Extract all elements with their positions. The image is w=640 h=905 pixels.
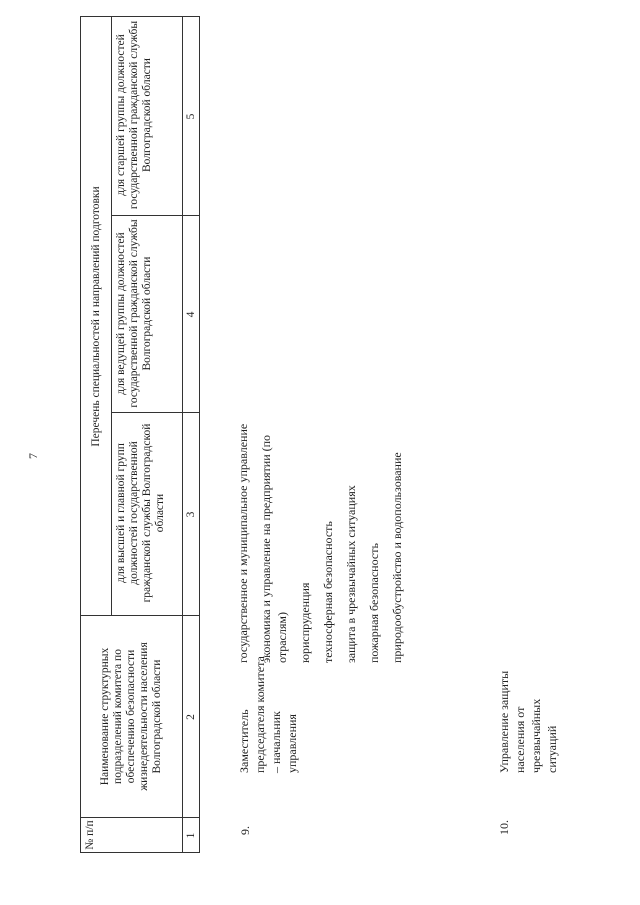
specialty-list: [235, 363, 412, 663]
header-senior-group: для старшей группы должностей государственной гражданской службы Волгоградской области: [115, 20, 153, 210]
page-number: 7: [26, 453, 40, 459]
row-number: 10.: [497, 820, 511, 835]
specialty-item: государственное и муниципальное управление: [236, 423, 250, 663]
specialty-item: экономика и управление на предприятии (по отраслям): [259, 434, 289, 663]
specialty-item: защита в чрезвычайных ситуациях: [344, 485, 358, 663]
group-header-divider: [111, 16, 112, 616]
header-specialties-group: Перечень специальностей и направлений подготовки: [89, 186, 102, 447]
header-number: № п/п: [84, 820, 96, 850]
row-number: 9.: [238, 826, 252, 835]
row-unit-name: Управление защиты населения от чрезвычайных ситуаций: [497, 670, 559, 773]
col-index-4: 4: [184, 311, 197, 318]
table-top-border: [80, 16, 81, 853]
specialty-item: юриспруденция: [298, 582, 312, 663]
specialty-item: природообустройство и водопользование: [390, 452, 404, 663]
col-index-1: 1: [184, 832, 197, 839]
col-index-2: 2: [184, 714, 197, 720]
table-body: [200, 16, 640, 853]
col-divider-1: [80, 817, 200, 818]
table-left-border: [80, 852, 200, 853]
table-right-border: [80, 16, 200, 17]
col-index-5: 5: [184, 113, 197, 120]
col-index-3: 3: [184, 511, 197, 518]
row-unit-name: Заместитель председателя комитета – начальник управления: [237, 656, 299, 773]
header-top-groups: для высшей и главной групп должностей государственной гражданской службы Волгоградской области: [115, 423, 166, 603]
col-divider-2: [80, 615, 200, 616]
specialty-item: пожарная безопасность: [367, 543, 381, 663]
specialties-table: [80, 16, 200, 853]
header-leading-group: для ведущей группы должностей государственной гражданской службы Волгоградской области: [115, 219, 153, 408]
specialty-item: техносферная безопасность: [321, 521, 335, 663]
header-unit-name: Наименование структурных подразделений комитета по обеспечению безопасности жизнедеятельности населения Волгоградской области: [98, 642, 163, 791]
